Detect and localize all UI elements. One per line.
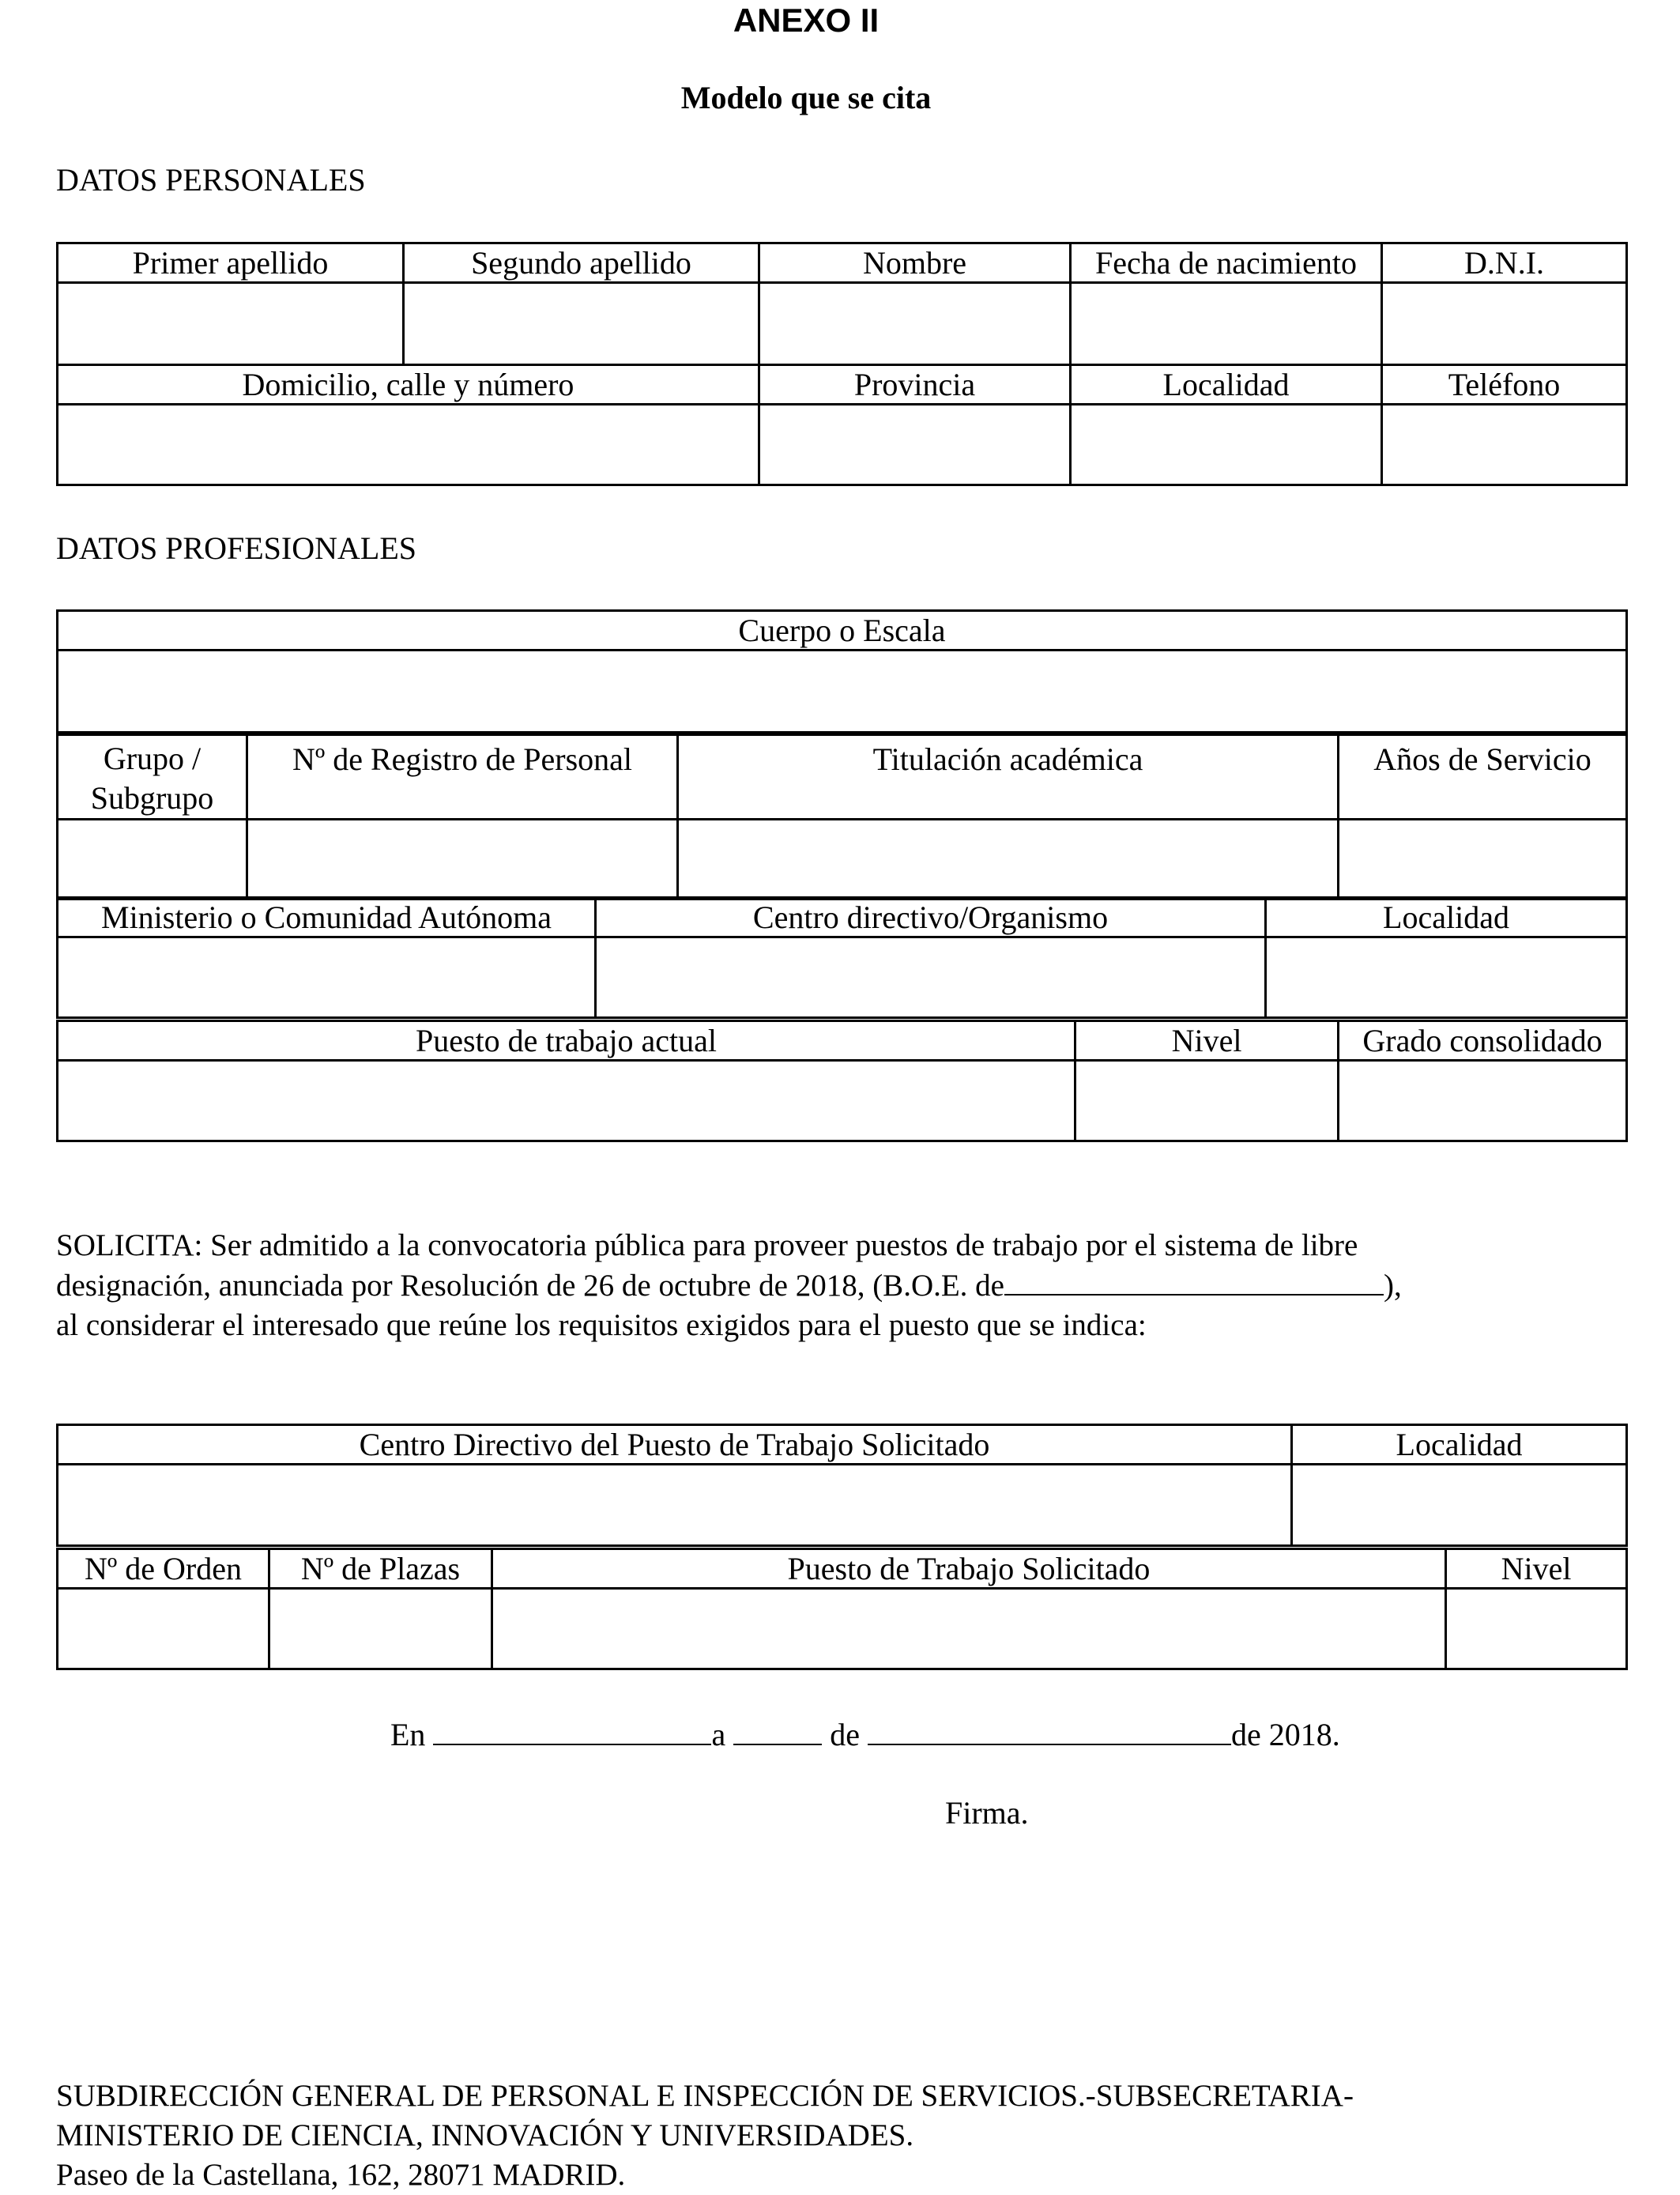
field-grado-consolidado[interactable] [1339,1061,1627,1141]
sig-place-blank[interactable] [433,1715,711,1745]
solicita-line-2 [56,1265,1629,1306]
sig-year: de 2018. [1230,1717,1340,1752]
header-nivel-solicitado: Nivel [1446,1549,1627,1589]
header-domicilio: Domicilio, calle y número [58,365,759,405]
header-numero-orden: Nº de Orden [58,1549,269,1589]
field-numero-plazas[interactable] [269,1589,492,1669]
field-dni[interactable] [1382,283,1627,365]
header-centro-solicitado: Centro Directivo del Puesto de Trabajo Solicitado [58,1425,1292,1465]
header-titulacion: Titulación académica [678,735,1339,820]
field-nombre[interactable] [759,283,1071,365]
field-puesto-solicitado[interactable] [492,1589,1446,1669]
footer-line-3: Paseo de la Castellana, 162, 28071 MADRID. [56,2158,626,2192]
footer-line-2: MINISTERIO DE CIENCIA, INNOVACIÓN Y UNIVERSIDADES. [56,2118,914,2152]
field-segundo-apellido[interactable] [404,283,759,365]
document-subtitle: Modelo que se cita [680,80,932,115]
field-ministerio[interactable] [58,937,596,1018]
solicita-line-3: al considerar el interesado que reúne los requisitos exigidos para el puesto que se indica: [56,1308,1147,1342]
header-ministerio: Ministerio o Comunidad Autónoma [58,898,596,937]
header-grupo-subgrupo: Grupo / Subgrupo [58,735,247,820]
field-registro-personal[interactable] [247,820,678,899]
field-localidad-solicitado[interactable] [1292,1465,1627,1546]
header-centro-directivo: Centro directivo/Organismo [596,898,1266,937]
firma-label: Firma. [945,1795,1029,1831]
field-localidad[interactable] [1071,405,1382,485]
header-nombre: Nombre [759,243,1071,283]
sig-en: En [390,1717,426,1752]
field-nivel-actual[interactable] [1075,1061,1339,1141]
header-puesto-actual: Puesto de trabajo actual [58,1021,1075,1061]
header-localidad-solicitado: Localidad [1292,1425,1627,1465]
solicita-line-2-end: ), [1384,1269,1402,1303]
solicita-line-1: SOLICITA: Ser admitido a la convocatoria pública para proveer puestos de trabajo por el sistema de libre [56,1228,1358,1262]
field-anos-servicio[interactable] [1339,820,1627,899]
sig-month-blank[interactable] [868,1715,1231,1745]
sig-a: a [711,1717,726,1752]
header-dni: D.N.I. [1382,243,1627,283]
header-segundo-apellido: Segundo apellido [404,243,759,283]
table-puesto-actual [56,1020,1628,1142]
section-heading-personales: DATOS PERSONALES [56,162,366,198]
field-localidad-prof[interactable] [1266,937,1627,1018]
field-cuerpo-escala[interactable] [58,651,1627,733]
footer-address [56,2076,1354,2195]
table-datos-personales [56,242,1628,486]
solicita-line-2-text: designación, anunciada por Resolución de 26 de octubre de 2018, (B.O.E. de [56,1269,1004,1303]
header-nivel-actual: Nivel [1075,1021,1339,1061]
header-puesto-solicitado: Puesto de Trabajo Solicitado [492,1549,1446,1589]
field-numero-orden[interactable] [58,1589,269,1669]
table-centro-solicitado [56,1424,1628,1547]
table-puesto-solicitado [56,1548,1628,1670]
solicita-paragraph [56,1226,1629,1345]
header-anos-servicio: Años de Servicio [1339,735,1627,820]
field-fecha-nacimiento[interactable] [1071,283,1382,365]
table-grupo-registro [56,734,1628,900]
field-nivel-solicitado[interactable] [1446,1589,1627,1669]
section-heading-profesionales: DATOS PROFESIONALES [56,530,417,566]
field-provincia[interactable] [759,405,1071,485]
field-grupo-subgrupo[interactable] [58,820,247,899]
table-cuerpo [56,609,1628,734]
header-fecha-nacimiento: Fecha de nacimiento [1071,243,1382,283]
document-title: ANEXO II [733,2,880,39]
header-telefono: Teléfono [1382,365,1627,405]
header-localidad-prof: Localidad [1266,898,1627,937]
header-localidad: Localidad [1071,365,1382,405]
field-telefono[interactable] [1382,405,1627,485]
signature-date-line [390,1715,1340,1753]
boe-date-blank[interactable] [1004,1265,1384,1296]
field-puesto-actual[interactable] [58,1061,1075,1141]
sig-day-blank[interactable] [733,1715,822,1745]
field-centro-directivo[interactable] [596,937,1266,1018]
footer-line-1: SUBDIRECCIÓN GENERAL DE PERSONAL E INSPECCIÓN DE SERVICIOS.-SUBSECRETARIA- [56,2079,1354,2113]
field-primer-apellido[interactable] [58,283,404,365]
field-centro-solicitado[interactable] [58,1465,1292,1546]
header-cuerpo-escala: Cuerpo o Escala [58,611,1627,651]
field-domicilio[interactable] [58,405,759,485]
field-titulacion[interactable] [678,820,1339,899]
header-registro-personal: Nº de Registro de Personal [247,735,678,820]
table-ministerio [56,896,1628,1019]
header-provincia: Provincia [759,365,1071,405]
sig-de: de [830,1717,860,1752]
header-primer-apellido: Primer apellido [58,243,404,283]
header-grado-consolidado: Grado consolidado [1339,1021,1627,1061]
header-numero-plazas: Nº de Plazas [269,1549,492,1589]
